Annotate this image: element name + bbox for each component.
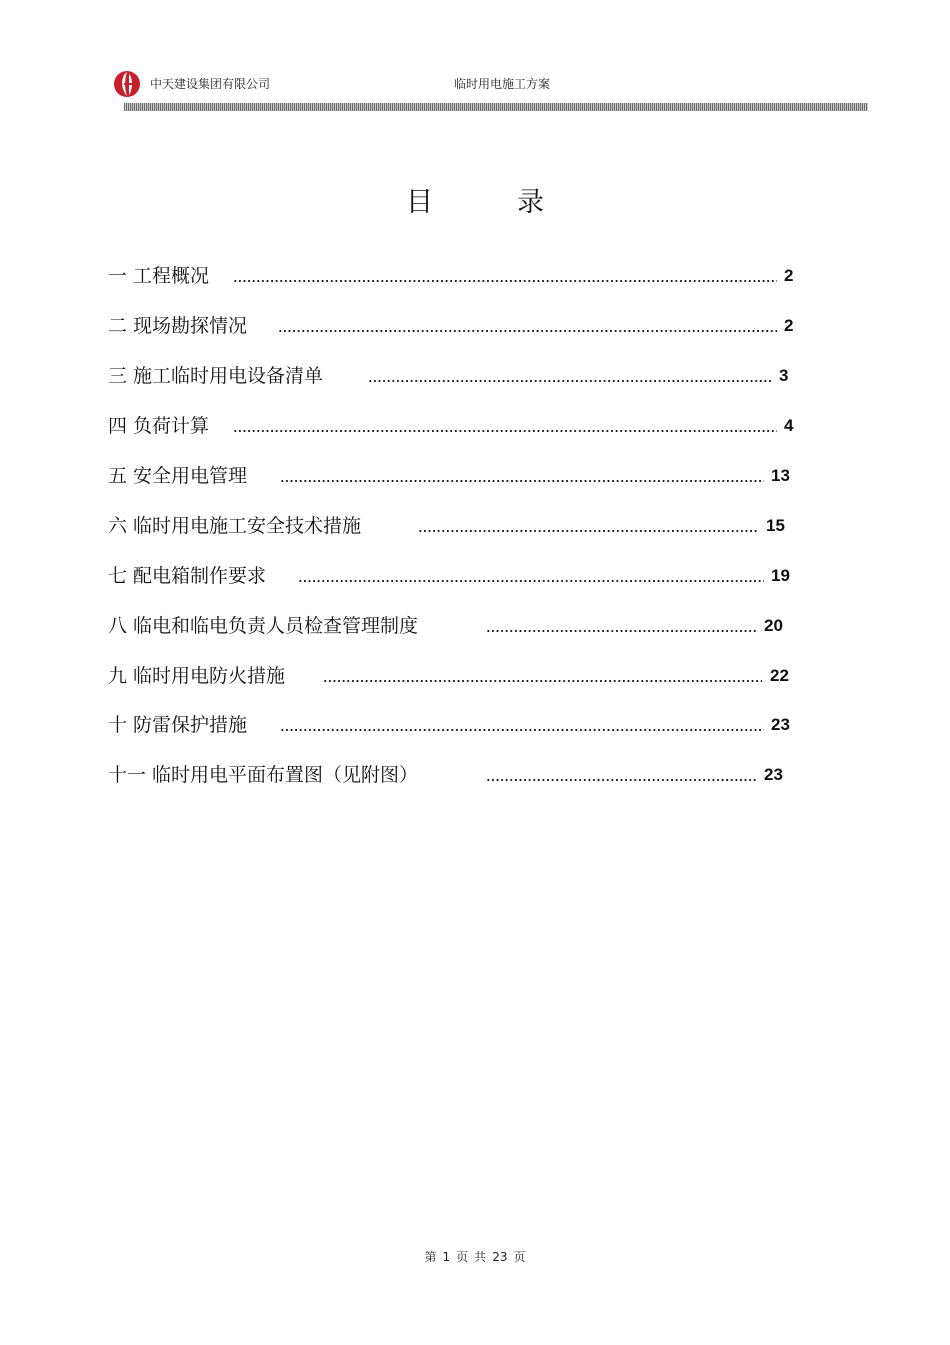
toc-dot-leader <box>486 778 756 782</box>
toc-dot-leader <box>280 728 764 732</box>
toc-entry-label: 二 现场勘探情况 <box>108 315 248 337</box>
page-footer <box>0 1248 950 1265</box>
toc-entry-label: 一 工程概况 <box>108 265 210 287</box>
toc-dot-leader <box>233 279 777 283</box>
toc-entry[interactable] <box>108 362 809 390</box>
toc-entry-label: 四 负荷计算 <box>108 415 210 437</box>
footer-page-unit: 页 <box>456 1250 469 1264</box>
page-header <box>112 66 868 114</box>
footer-total-unit: 页 <box>513 1250 526 1264</box>
toc-dot-leader <box>278 329 777 333</box>
toc-entry-label: 八 临电和临电负责人员检查管理制度 <box>108 615 419 637</box>
toc-entry-label: 十 防雷保护措施 <box>108 714 248 736</box>
toc-entry[interactable] <box>108 262 814 290</box>
toc-entry[interactable] <box>108 562 801 590</box>
footer-total-prefix: 共 <box>474 1250 487 1264</box>
toc-dot-leader <box>298 579 764 583</box>
toc-dot-leader <box>280 479 764 483</box>
header-rule <box>124 103 868 111</box>
toc-entry[interactable] <box>108 312 814 340</box>
toc-entry-label: 六 临时用电施工安全技术措施 <box>108 515 362 537</box>
footer-total-pages: 23 <box>492 1250 508 1264</box>
toc-entry-page-number: 13 <box>771 466 790 485</box>
footer-current-page: 1 <box>442 1250 451 1264</box>
company-name: 中天建设集团有限公司 <box>150 77 271 91</box>
toc-entry[interactable] <box>108 462 801 490</box>
toc-entry-page-number: 23 <box>764 765 783 784</box>
toc-entry[interactable] <box>108 412 814 440</box>
toc-entry-page-number: 2 <box>784 316 794 335</box>
toc-entry[interactable] <box>108 711 801 739</box>
toc-entry-page-number: 15 <box>766 516 785 535</box>
toc-entry[interactable] <box>108 662 800 690</box>
toc-entry-page-number: 3 <box>779 366 789 385</box>
toc-dot-leader <box>418 529 758 533</box>
toc-entry-label: 十一 临时用电平面布置图（见附图） <box>108 764 419 786</box>
toc-entry-page-number: 2 <box>784 266 794 285</box>
toc-entry[interactable] <box>108 512 796 540</box>
toc-entry[interactable] <box>108 612 794 640</box>
toc-entry-label: 七 配电箱制作要求 <box>108 565 267 587</box>
toc-entry-page-number: 19 <box>771 566 790 585</box>
toc-entry-page-number: 23 <box>771 715 790 734</box>
toc-title: 目录 <box>406 187 628 218</box>
toc-dot-leader <box>486 629 756 633</box>
toc-entry-label: 三 施工临时用电设备清单 <box>108 365 324 387</box>
toc-entry-page-number: 22 <box>770 666 789 685</box>
toc-dot-leader <box>368 379 771 383</box>
toc-entry[interactable] <box>108 761 794 789</box>
toc-entry-page-number: 4 <box>784 416 794 435</box>
document-title: 临时用电施工方案 <box>454 77 551 91</box>
company-logo-icon <box>112 69 142 99</box>
toc-entry-label: 九 临时用电防火措施 <box>108 665 286 687</box>
toc-dot-leader <box>233 429 777 433</box>
footer-prefix: 第 <box>424 1250 437 1264</box>
toc-dot-leader <box>323 679 762 683</box>
toc-entry-label: 五 安全用电管理 <box>108 465 248 487</box>
toc-entry-page-number: 20 <box>764 616 783 635</box>
